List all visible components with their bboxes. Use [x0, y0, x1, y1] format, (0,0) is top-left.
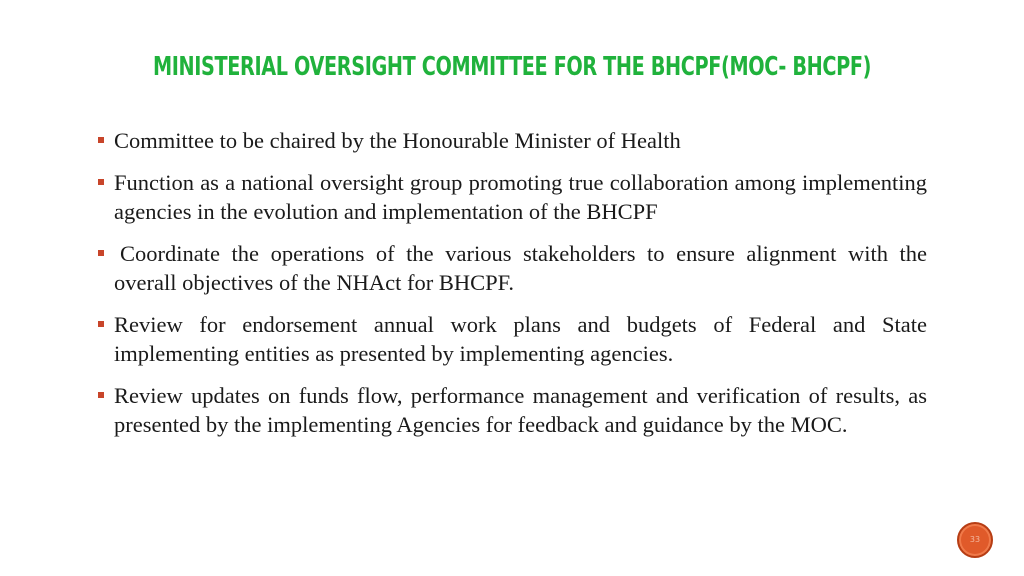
bullet-item: [98, 168, 927, 226]
bullet-item: [98, 239, 927, 297]
page-number-badge: 33: [957, 522, 993, 558]
square-bullet-icon: [98, 250, 104, 256]
square-bullet-icon: [98, 179, 104, 185]
bullet-text: Coordinate the operations of the various stakeholders to ensure alignment with the overall objectives of the NHAct for BHCPF.: [114, 241, 927, 295]
square-bullet-icon: [98, 321, 104, 327]
square-bullet-icon: [98, 392, 104, 398]
bullet-item: [98, 310, 927, 368]
bullet-item: [98, 126, 927, 155]
bullet-text: Committee to be chaired by the Honourable Minister of Health: [114, 128, 681, 153]
slide-title: MINISTERIAL OVERSIGHT COMMITTEE FOR THE BHCPF(MOC- BHCPF): [152, 52, 872, 82]
square-bullet-icon: [98, 137, 104, 143]
bullet-text: Review for endorsement annual work plans and budgets of Federal and State implementing entities as presented by implementing agencies.: [114, 312, 927, 366]
bullet-text: Review updates on funds flow, performance management and verification of results, as presented by the implementing Agencies for feedback and guidance by the MOC.: [114, 383, 927, 437]
bullet-text: Function as a national oversight group promoting true collaboration among implementing agencies in the evolution and implementation of the BHCPF: [114, 170, 927, 224]
bullet-item: [98, 381, 927, 439]
bullet-list: [98, 126, 927, 452]
